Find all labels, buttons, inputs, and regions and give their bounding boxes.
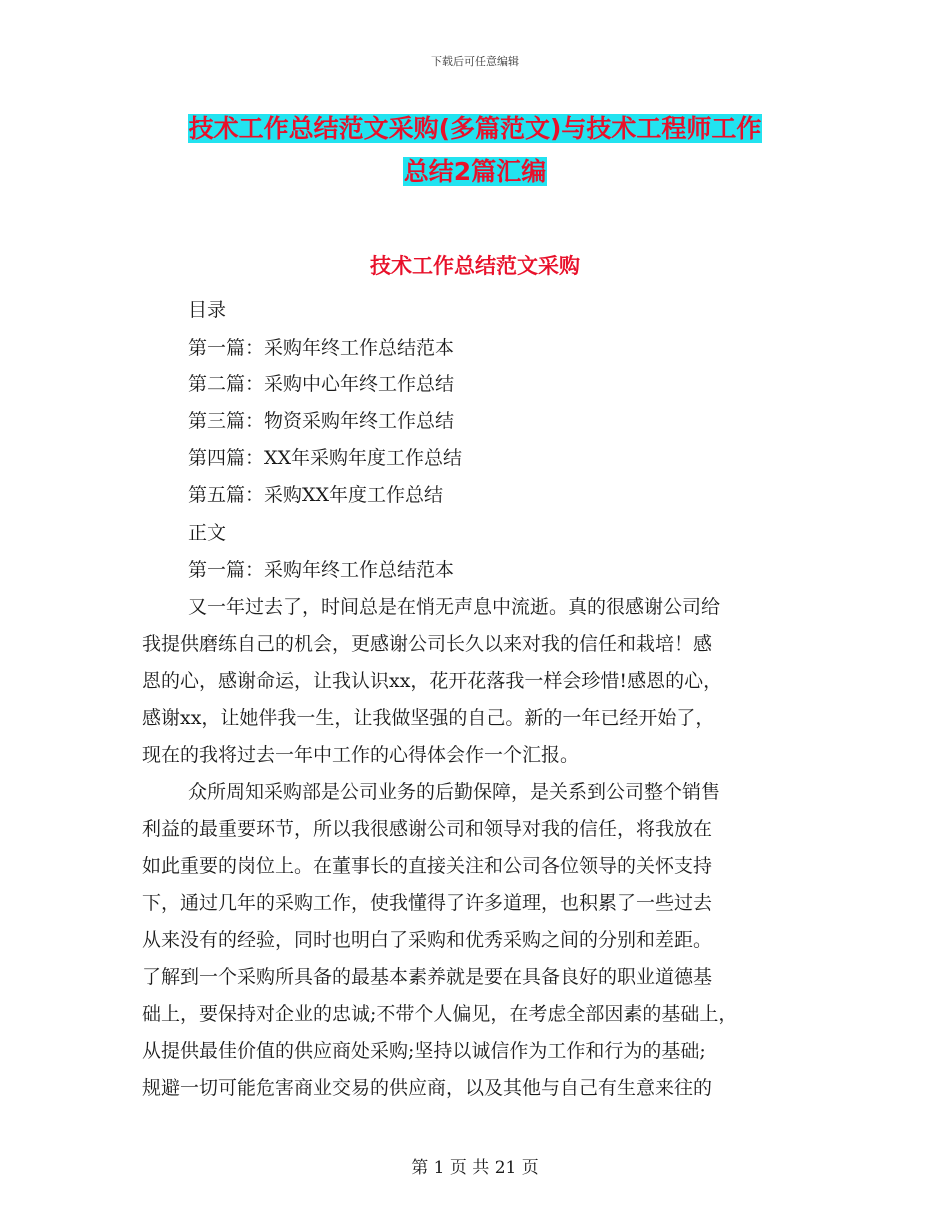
paragraph-line: 我提供磨练自己的机会，更感谢公司长久以来对我的信任和栽培！感 [142, 633, 713, 655]
body-heading: 正文 [188, 522, 227, 544]
toc-item: 第三篇：物资采购年终工作总结 [188, 410, 455, 432]
toc-heading: 目录 [188, 299, 227, 321]
paragraph-line: 下，通过几年的采购工作，使我懂得了许多道理，也积累了一些过去 [142, 892, 713, 914]
paragraph-line: 众所周知采购部是公司业务的后勤保障，是关系到公司整个销售 [188, 781, 721, 803]
toc-item: 第五篇：采购XX年度工作总结 [188, 484, 444, 506]
header-note: 下载后可任意编辑 [431, 55, 519, 68]
section-title: 技术工作总结范文采购 [370, 254, 580, 278]
toc-item: 第一篇：采购年终工作总结范本 [188, 337, 455, 359]
document-title-line-1: 技术工作总结范文采购(多篇范文)与技术工程师工作 [188, 114, 762, 143]
paragraph-line: 从来没有的经验，同时也明白了采购和优秀采购之间的分别和差距。 [142, 929, 713, 951]
toc-item: 第二篇：采购中心年终工作总结 [188, 373, 455, 395]
paragraph-line: 规避一切可能危害商业交易的供应商，以及其他与自己有生意来往的 [142, 1077, 713, 1099]
paragraph-line: 如此重要的岗位上。在董事长的直接关注和公司各位领导的关怀支持 [142, 855, 713, 877]
paragraph-line: 恩的心，感谢命运，让我认识xx，花开花落我一样会珍惜!感恩的心， [142, 670, 723, 692]
paragraph-line: 又一年过去了，时间总是在悄无声息中流逝。真的很感谢公司给 [188, 596, 721, 618]
paragraph-line: 从提供最佳价值的供应商处采购;坚持以诚信作为工作和行为的基础; [142, 1040, 706, 1062]
page-footer: 第 1 页 共 21 页 [411, 1158, 539, 1178]
document-title-line-2: 总结2篇汇编 [403, 157, 547, 186]
paragraph-line: 了解到一个采购所具备的最基本素养就是要在具备良好的职业道德基 [142, 966, 713, 988]
chapter-heading: 第一篇：采购年终工作总结范本 [188, 559, 455, 581]
paragraph-line: 础上，要保持对企业的忠诚;不带个人偏见，在考虑全部因素的基础上， [142, 1003, 738, 1025]
paragraph-line: 现在的我将过去一年中工作的心得体会作一个汇报。 [142, 744, 580, 766]
toc-item: 第四篇：XX年采购年度工作总结 [188, 447, 463, 469]
paragraph-line: 利益的最重要环节，所以我很感谢公司和领导对我的信任，将我放在 [142, 818, 713, 840]
paragraph-line: 感谢xx，让她伴我一生，让我做坚强的自己。新的一年已经开始了， [142, 707, 715, 729]
